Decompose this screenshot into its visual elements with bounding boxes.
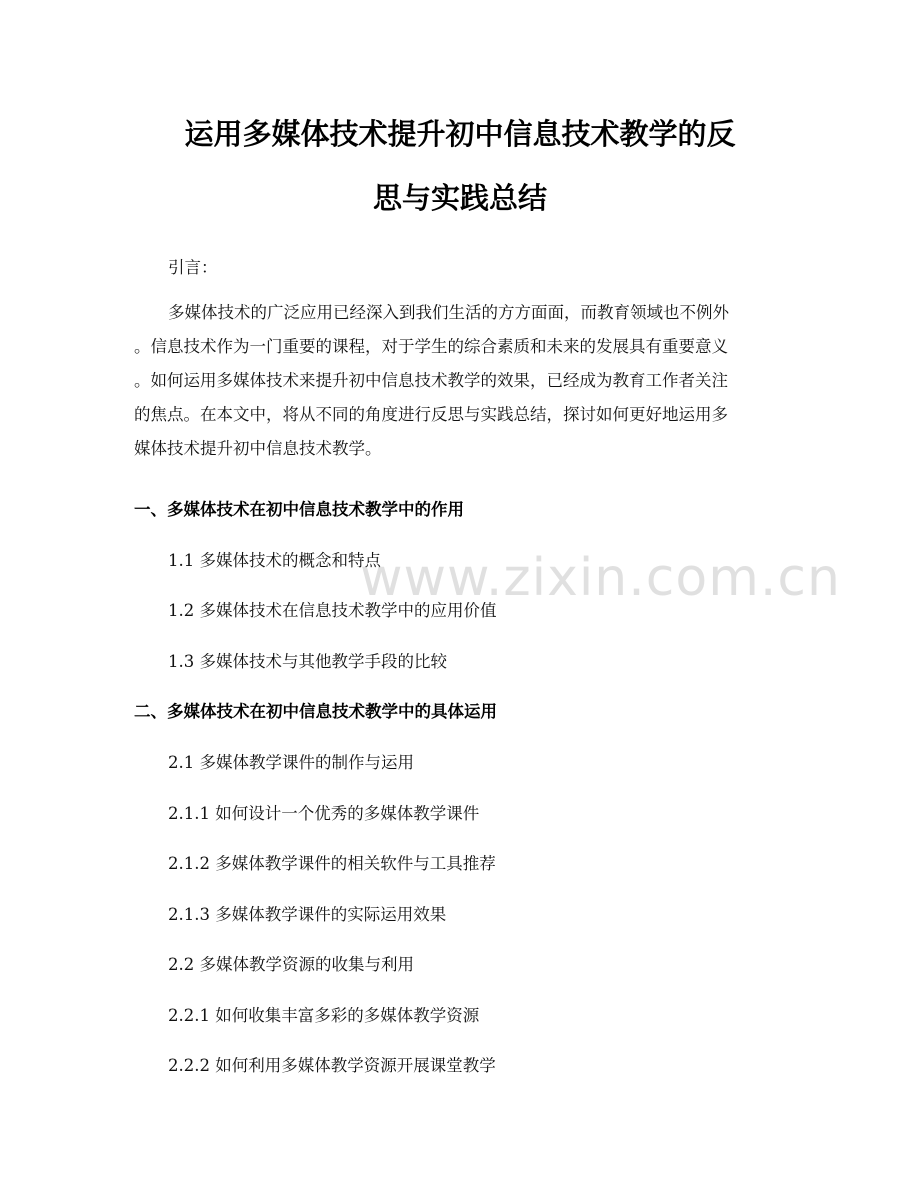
watermark: www.zixin.com.cn: [360, 548, 841, 608]
intro-line: 媒体技术提升初中信息技术教学。: [134, 439, 382, 458]
toc-item: 2.1.3 多媒体教学课件的实际运用效果: [168, 905, 447, 924]
intro-paragraph: [134, 296, 786, 466]
document-title-line1: 运用多媒体技术提升初中信息技术教学的反: [184, 117, 736, 151]
document-title-line2: 思与实践总结: [372, 181, 547, 215]
toc-item: 2.1.1 如何设计一个优秀的多媒体教学课件: [168, 804, 480, 823]
section1-heading: 一、多媒体技术在初中信息技术教学中的作用: [134, 500, 464, 519]
toc-item: 1.1 多媒体技术的概念和特点: [168, 551, 381, 570]
toc-item: 2.2 多媒体教学资源的收集与利用: [168, 955, 414, 974]
section2-heading: 二、多媒体技术在初中信息技术教学中的具体运用: [134, 702, 497, 721]
toc-item: 2.2.2 如何利用多媒体教学资源开展课堂教学: [168, 1056, 496, 1075]
toc-item: 2.1 多媒体教学课件的制作与运用: [168, 753, 414, 772]
toc-item: 1.2 多媒体技术在信息技术教学中的应用价值: [168, 601, 497, 620]
toc-item: 1.3 多媒体技术与其他教学手段的比较: [168, 652, 447, 671]
intro-line: 的焦点。在本文中，将从不同的角度进行反思与实践总结，探讨如何更好地运用多: [134, 405, 728, 424]
intro-line: 。信息技术作为一门重要的课程，对于学生的综合素质和未来的发展具有重要意义: [134, 337, 728, 356]
intro-line: 。如何运用多媒体技术来提升初中信息技术教学的效果，已经成为教育工作者关注: [134, 371, 728, 390]
toc-item: 2.2.1 如何收集丰富多彩的多媒体教学资源: [168, 1006, 480, 1025]
toc-item: 2.1.2 多媒体教学课件的相关软件与工具推荐: [168, 854, 496, 873]
intro-line: 多媒体技术的广泛应用已经深入到我们生活的方方面面，而教育领域也不例外: [168, 303, 729, 322]
intro-label: 引言：: [168, 258, 218, 277]
